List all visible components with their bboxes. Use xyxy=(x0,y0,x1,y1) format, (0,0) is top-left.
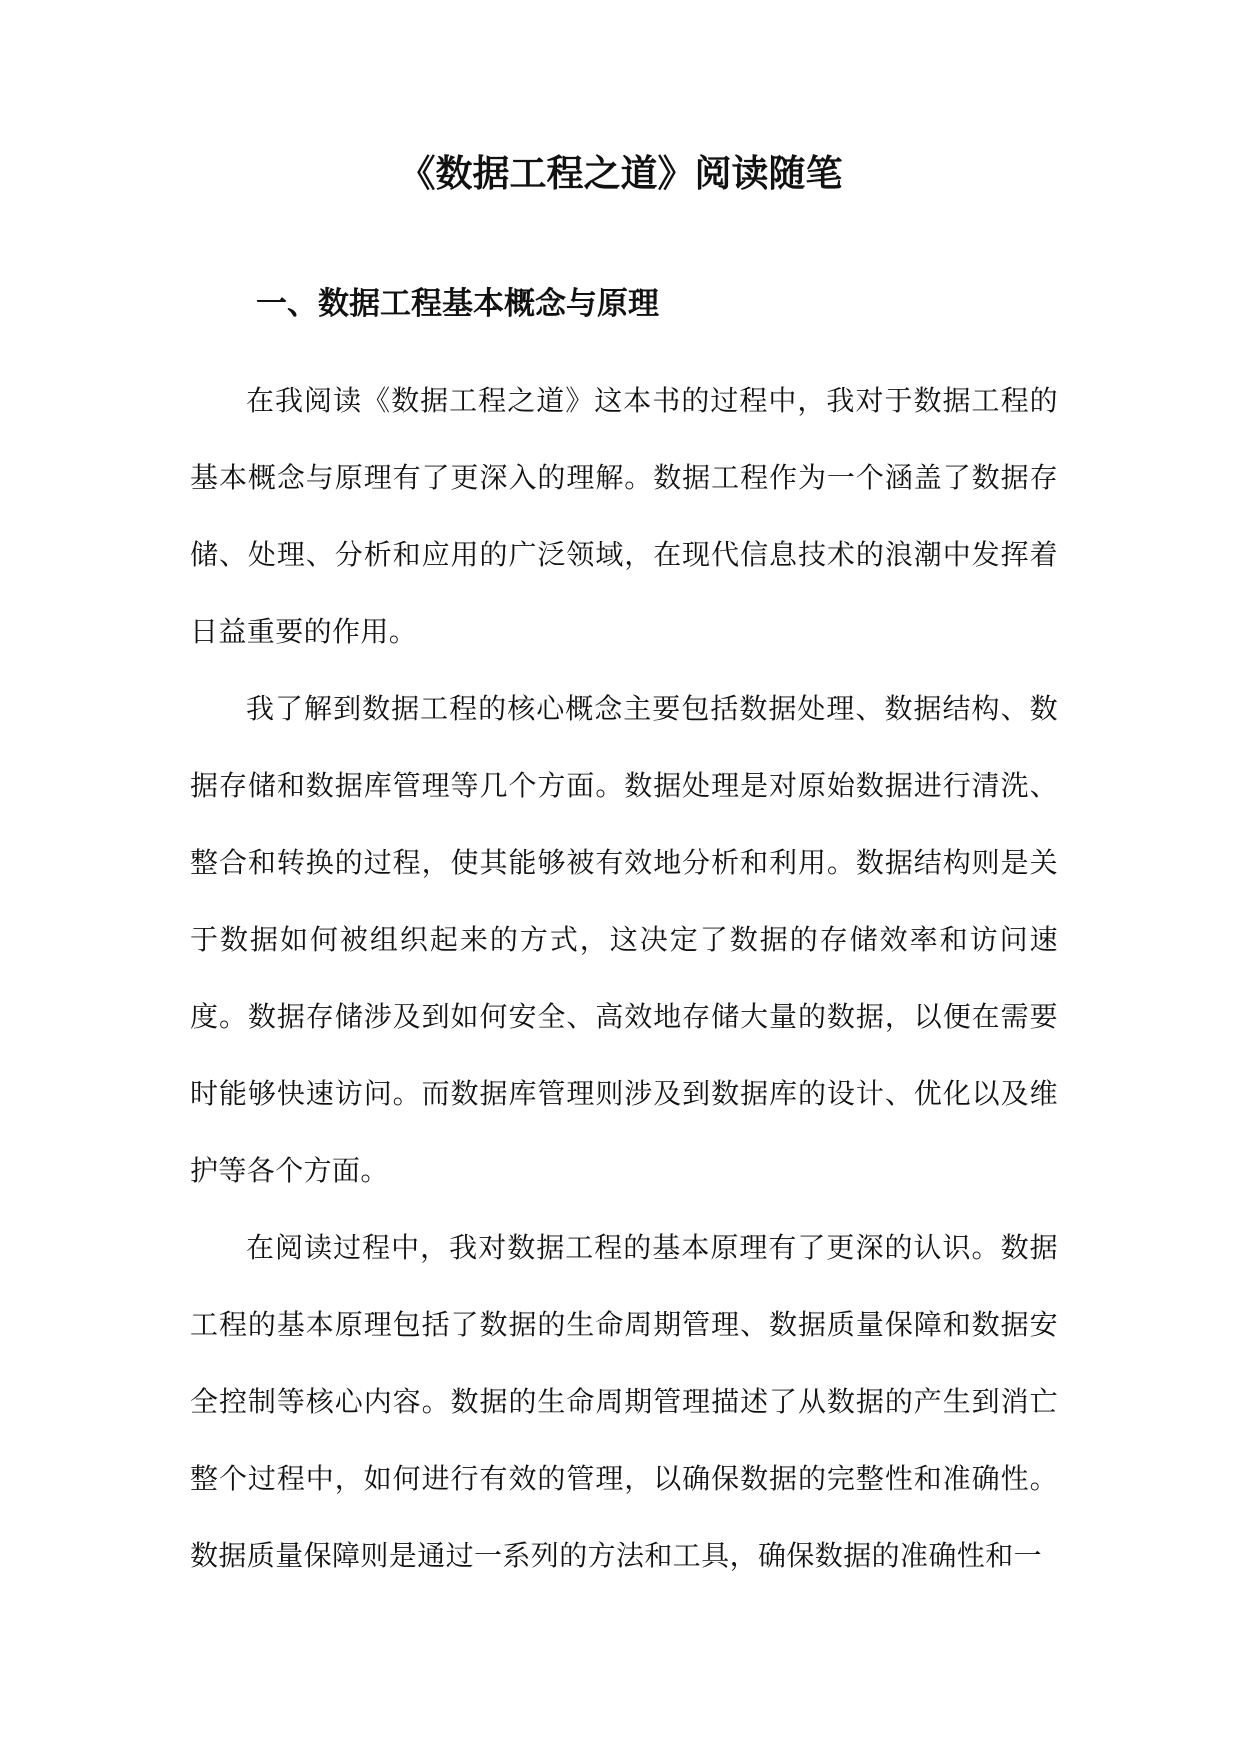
paragraph-1: 在我阅读《数据工程之道》这本书的过程中，我对于数据工程的基本概念与原理有了更深入的理解。数据工程作为一个涵盖了数据存储、处理、分析和应用的广泛领域，在现代信息技术的浪潮中发挥着日益重要的作用。 xyxy=(190,384,1058,648)
document-title: 《数据工程之道》阅读随笔 xyxy=(398,152,843,195)
section-heading: 一、数据工程基本概念与原理 xyxy=(256,286,659,322)
paragraph-3: 在阅读过程中，我对数据工程的基本原理有了更深的认识。数据工程的基本原理包括了数据的生命周期管理、数据质量保障和数据安全控制等核心内容。数据的生命周期管理描述了从数据的产生到消亡整个过程中，如何进行有效的管理，以确保数据的完整性和准确性。数据质量保障则是通过一系列的方法和工具，确保数据的准确性和一 xyxy=(190,1231,1058,1572)
section-body xyxy=(190,362,1058,1594)
paragraph-2: 我了解到数据工程的核心概念主要包括数据处理、数据结构、数据存储和数据库管理等几个方面。数据处理是对原始数据进行清洗、整合和转换的过程，使其能够被有效地分析和利用。数据结构则是关于数据如何被组织起来的方式，这决定了数据的存储效率和访问速度。数据存储涉及到如何安全、高效地存储大量的数据，以便在需要时能够快速访问。而数据库管理则涉及到数据库的设计、优化以及维护等各个方面。 xyxy=(190,692,1058,1187)
